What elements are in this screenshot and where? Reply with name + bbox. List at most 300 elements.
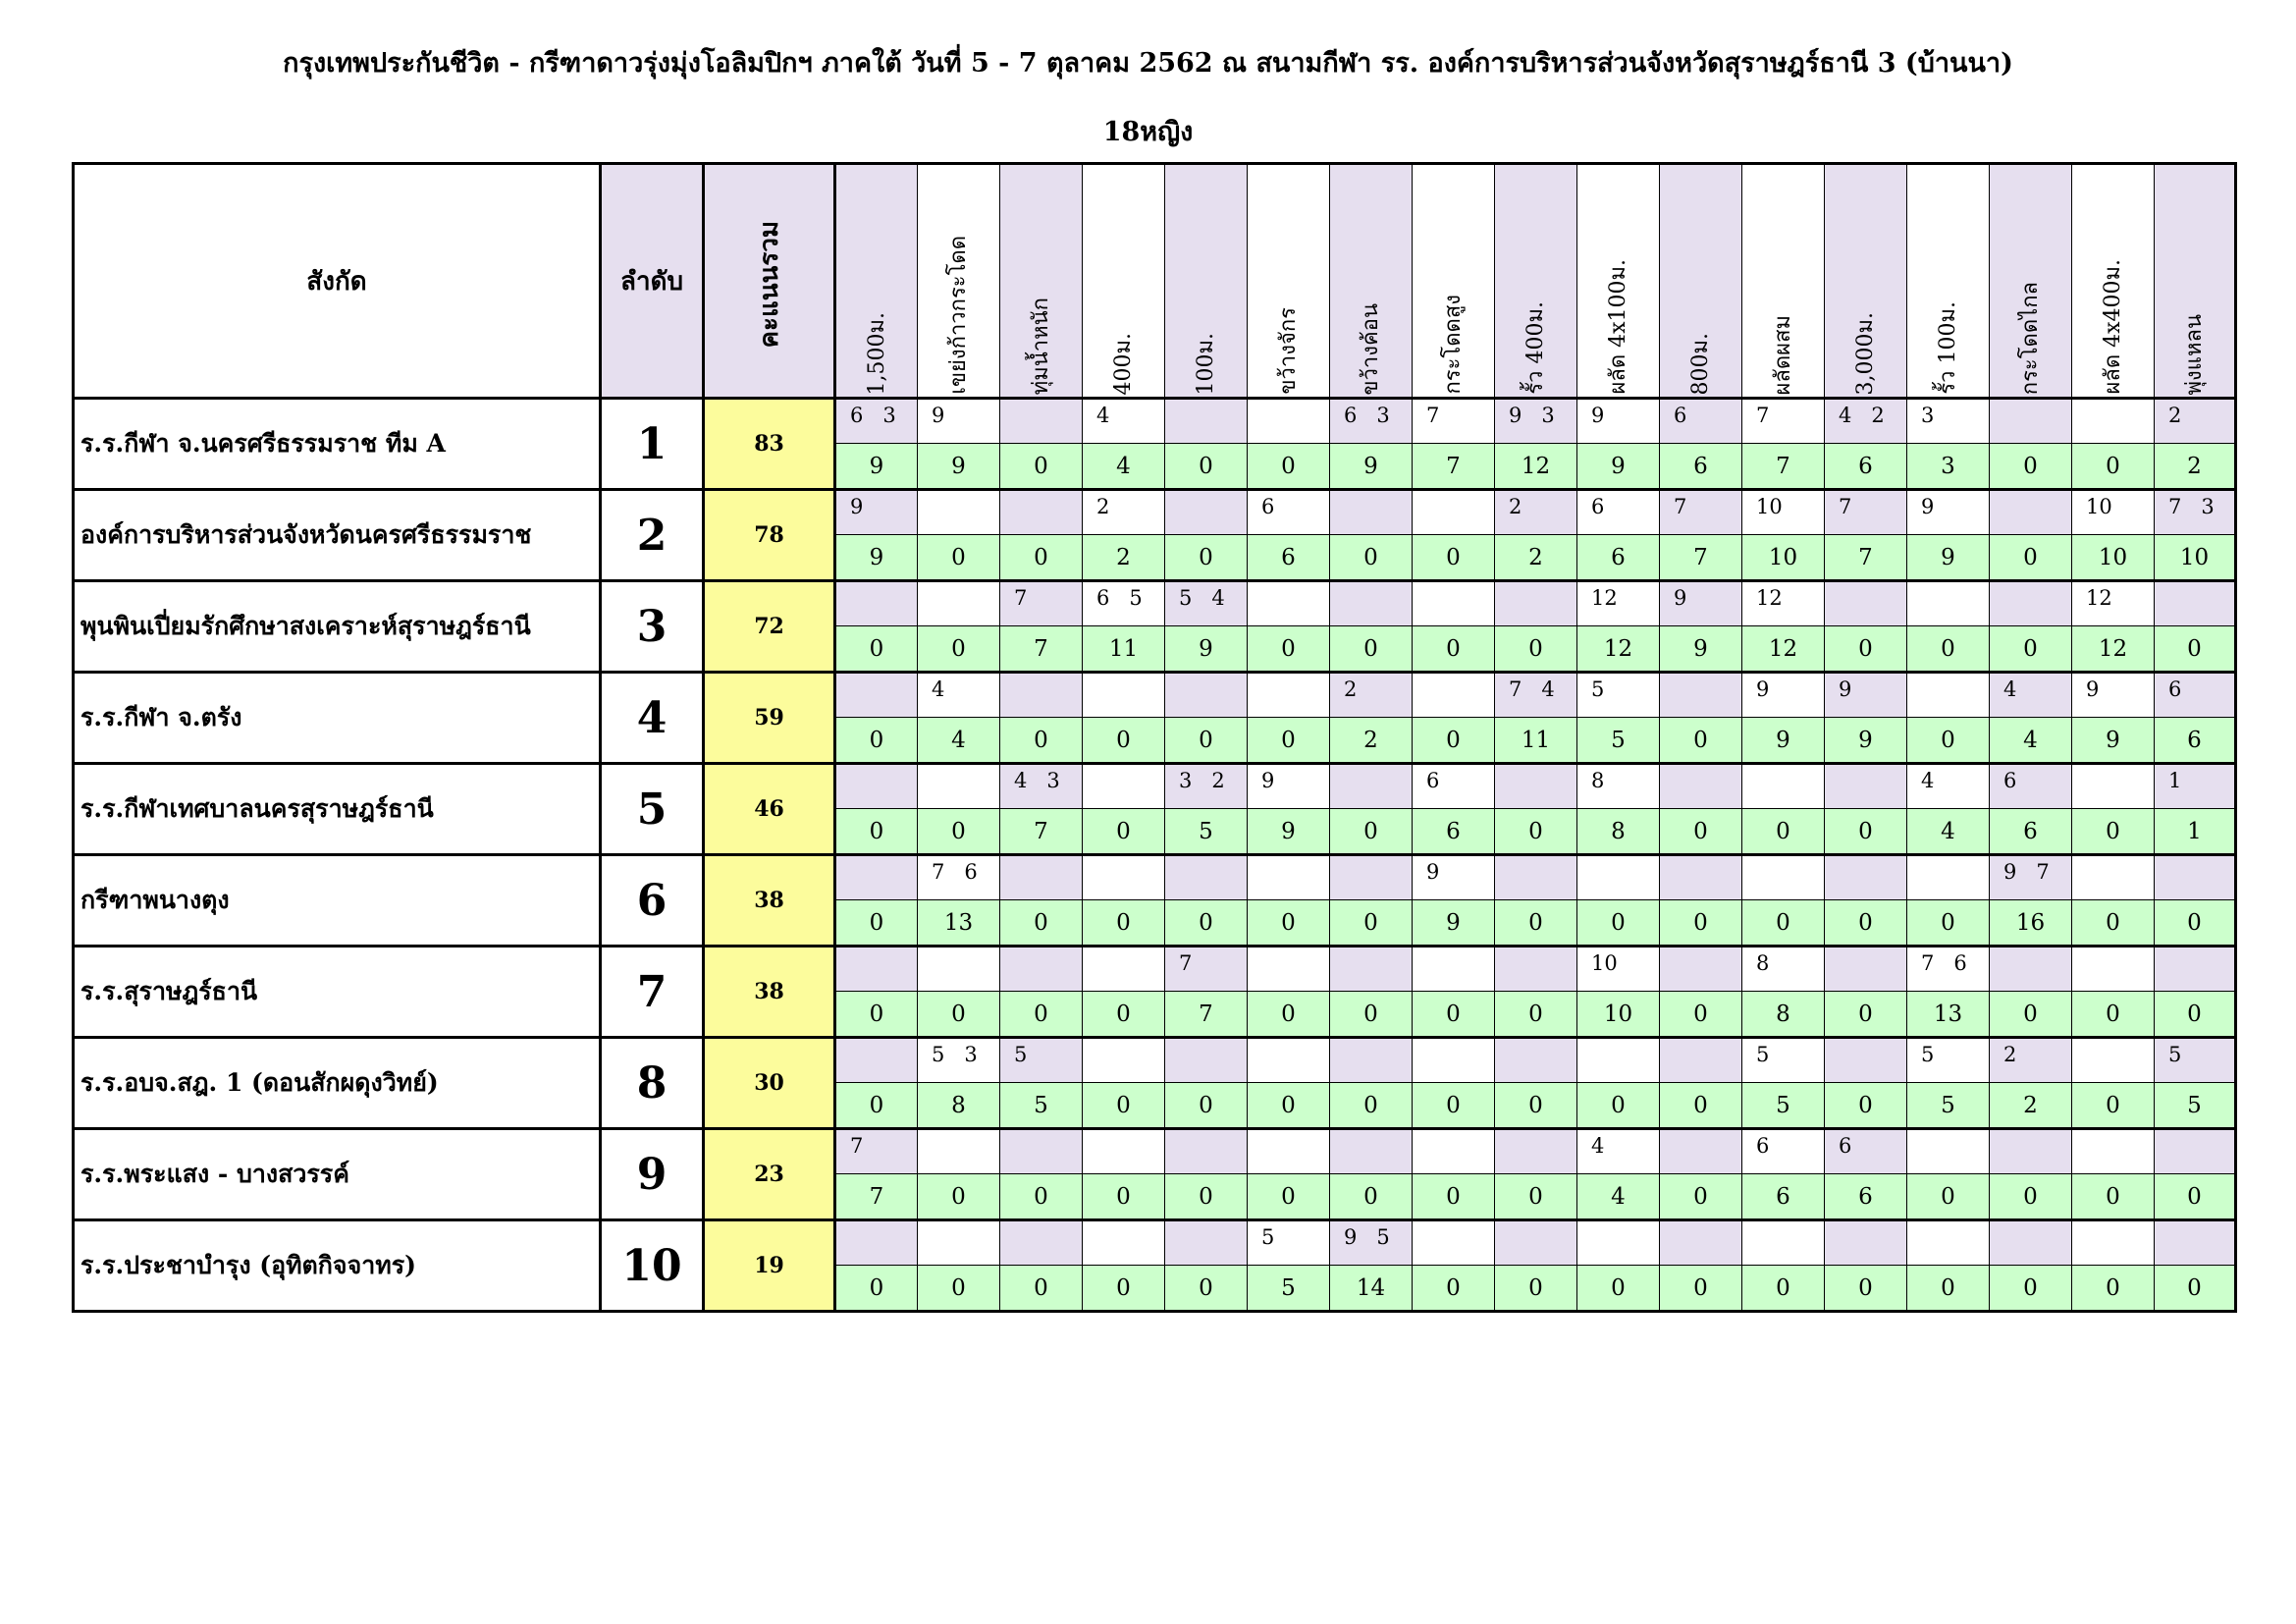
place-cell <box>1660 855 1742 900</box>
score-cell: 8 <box>918 1083 1000 1129</box>
rank-column-header: ลำดับ <box>601 164 704 399</box>
score-cell: 5 <box>1248 1266 1330 1312</box>
place-cell <box>1330 947 1413 992</box>
place-cell <box>1907 673 1990 718</box>
event-column-header <box>1248 164 1330 399</box>
score-cell: 0 <box>1495 900 1577 947</box>
score-cell: 7 <box>1165 992 1248 1038</box>
place-cell: 6 5 <box>1083 581 1165 626</box>
place-cell: 7 <box>1413 399 1495 444</box>
place-cell <box>1495 1220 1577 1266</box>
place-cell <box>1413 1038 1495 1083</box>
score-cell: 0 <box>1825 1266 1907 1312</box>
score-cell: 0 <box>1330 900 1413 947</box>
score-cell: 0 <box>1248 444 1330 490</box>
place-cell: 6 <box>1990 764 2072 809</box>
place-cell <box>1248 399 1330 444</box>
score-cell: 0 <box>1083 1083 1165 1129</box>
rank-value: 5 <box>601 764 704 855</box>
place-cell <box>1907 1220 1990 1266</box>
place-cell: 7 4 <box>1495 673 1577 718</box>
score-cell: 0 <box>835 1266 918 1312</box>
score-cell: 0 <box>1990 535 2072 581</box>
place-cell: 10 <box>2072 490 2155 535</box>
score-cell: 0 <box>1660 992 1742 1038</box>
event-column-header <box>1825 164 1907 399</box>
place-cell <box>2072 855 2155 900</box>
place-cell: 3 2 <box>1165 764 1248 809</box>
score-cell: 0 <box>1495 1266 1577 1312</box>
score-cell: 9 <box>1413 900 1495 947</box>
score-cell: 0 <box>1413 718 1495 764</box>
place-cell <box>1413 581 1495 626</box>
score-cell: 7 <box>1742 444 1825 490</box>
score-cell: 2 <box>1990 1083 2072 1129</box>
place-cell: 9 <box>1577 399 1660 444</box>
place-cell: 9 <box>1825 673 1907 718</box>
score-cell: 0 <box>1330 992 1413 1038</box>
place-cell <box>1165 673 1248 718</box>
score-cell: 0 <box>1248 992 1330 1038</box>
score-cell: 4 <box>918 718 1000 764</box>
place-cell: 8 <box>1577 764 1660 809</box>
place-cell <box>1000 673 1083 718</box>
place-cell <box>1577 1220 1660 1266</box>
place-cell: 7 <box>1660 490 1742 535</box>
score-cell: 12 <box>1495 444 1577 490</box>
score-cell: 0 <box>2155 1266 2236 1312</box>
total-score: 72 <box>704 581 835 673</box>
place-cell <box>1083 1129 1165 1174</box>
team-name: ร.ร.ประชาบำรุง (อุทิตกิจจาทร) <box>74 1220 601 1312</box>
event-column-label: กระโดดสูง <box>1441 295 1466 395</box>
team-name: พุนพินเปี่ยมรักศึกษาสงเคราะห์สุราษฎร์ธานี <box>74 581 601 673</box>
score-cell: 0 <box>1660 900 1742 947</box>
team-name: ร.ร.พระแสง - บางสวรรค์ <box>74 1129 601 1220</box>
place-cell: 7 <box>835 1129 918 1174</box>
place-cell <box>1660 1220 1742 1266</box>
place-cell <box>1165 490 1248 535</box>
place-cell: 4 <box>1907 764 1990 809</box>
score-cell: 0 <box>1413 535 1495 581</box>
place-cell <box>835 1038 918 1083</box>
place-cell <box>1083 947 1165 992</box>
score-cell: 5 <box>1907 1083 1990 1129</box>
team-name: กรีฑาพนางตุง <box>74 855 601 947</box>
event-column-label: ขว้างจักร <box>1276 307 1301 395</box>
score-cell: 0 <box>1495 626 1577 673</box>
score-cell: 0 <box>2072 1174 2155 1220</box>
score-cell: 0 <box>1000 1174 1083 1220</box>
score-cell: 0 <box>1330 626 1413 673</box>
total-score: 83 <box>704 399 835 490</box>
score-cell: 0 <box>1083 718 1165 764</box>
place-cell: 4 2 <box>1825 399 1907 444</box>
event-column-label: กระโดดไกล <box>2018 281 2043 395</box>
score-cell: 6 <box>1742 1174 1825 1220</box>
place-cell: 5 <box>1907 1038 1990 1083</box>
place-cell: 6 3 <box>1330 399 1413 444</box>
place-cell <box>2072 1038 2155 1083</box>
place-cell: 7 6 <box>1907 947 1990 992</box>
event-column-header <box>1495 164 1577 399</box>
score-cell: 0 <box>1577 1266 1660 1312</box>
score-cell: 7 <box>1660 535 1742 581</box>
team-name: ร.ร.กีฬา จ.นครศรีธรรมราช ทีม A <box>74 399 601 490</box>
event-column-header <box>1000 164 1083 399</box>
place-cell <box>1660 673 1742 718</box>
place-cell <box>1083 1038 1165 1083</box>
score-cell: 0 <box>1990 992 2072 1038</box>
score-cell: 5 <box>1577 718 1660 764</box>
place-cell <box>1000 490 1083 535</box>
place-cell <box>1495 947 1577 992</box>
score-cell: 0 <box>1083 1266 1165 1312</box>
place-cell: 4 <box>1577 1129 1660 1174</box>
score-cell: 0 <box>1413 626 1495 673</box>
score-cell: 0 <box>1000 444 1083 490</box>
place-cell: 3 <box>1907 399 1990 444</box>
score-cell: 0 <box>1825 900 1907 947</box>
place-cell <box>1413 947 1495 992</box>
rank-value: 6 <box>601 855 704 947</box>
place-cell: 5 <box>1000 1038 1083 1083</box>
event-column-header <box>1907 164 1990 399</box>
place-cell <box>1165 1038 1248 1083</box>
place-cell: 4 3 <box>1000 764 1083 809</box>
place-cell <box>835 855 918 900</box>
place-cell <box>2155 947 2236 992</box>
score-cell: 6 <box>1660 444 1742 490</box>
score-cell: 0 <box>1248 1083 1330 1129</box>
place-cell: 7 <box>1825 490 1907 535</box>
score-cell: 0 <box>1990 1174 2072 1220</box>
score-cell: 11 <box>1495 718 1577 764</box>
place-cell <box>1000 855 1083 900</box>
rank-value: 8 <box>601 1038 704 1129</box>
place-cell <box>1825 947 1907 992</box>
score-cell: 0 <box>1165 900 1248 947</box>
place-cell <box>1990 399 2072 444</box>
total-score: 30 <box>704 1038 835 1129</box>
place-cell: 7 <box>1165 947 1248 992</box>
place-cell: 10 <box>1742 490 1825 535</box>
place-cell <box>1083 764 1165 809</box>
score-cell: 10 <box>2072 535 2155 581</box>
place-cell <box>1990 1129 2072 1174</box>
page-title: กรุงเทพประกันชีวิต - กรีฑาดาวรุ่งมุ่งโอลิมปิกฯ ภาคใต้ วันที่ 5 - 7 ตุลาคม 2562 ณ สนามกีฬา รร. องค์การบริหารส่วนจังหวัดสุราษฎร์ธานี 3 (บ้านนา) <box>283 48 2013 79</box>
score-cell: 0 <box>1083 992 1165 1038</box>
score-cell: 0 <box>1165 1266 1248 1312</box>
rank-value: 2 <box>601 490 704 581</box>
place-cell: 6 <box>1742 1129 1825 1174</box>
score-cell: 12 <box>1742 626 1825 673</box>
score-cell: 0 <box>1165 1174 1248 1220</box>
total-score: 38 <box>704 855 835 947</box>
place-cell <box>1165 399 1248 444</box>
score-cell: 4 <box>1083 444 1165 490</box>
event-column-header <box>1413 164 1495 399</box>
score-cell: 12 <box>2072 626 2155 673</box>
place-cell <box>1330 1038 1413 1083</box>
score-cell: 0 <box>835 626 918 673</box>
score-cell: 0 <box>835 1083 918 1129</box>
place-cell <box>1248 581 1330 626</box>
place-cell <box>1577 855 1660 900</box>
score-cell: 0 <box>1248 718 1330 764</box>
score-cell: 0 <box>2072 809 2155 855</box>
score-cell: 0 <box>1413 1266 1495 1312</box>
place-cell <box>2072 1220 2155 1266</box>
score-cell: 0 <box>1495 1174 1577 1220</box>
table-row <box>74 947 2236 992</box>
score-cell: 0 <box>2155 1174 2236 1220</box>
score-cell: 9 <box>1660 626 1742 673</box>
place-cell <box>1083 855 1165 900</box>
place-cell <box>1660 1038 1742 1083</box>
place-cell: 12 <box>1577 581 1660 626</box>
place-cell: 6 <box>1825 1129 1907 1174</box>
place-cell: 12 <box>1742 581 1825 626</box>
place-cell <box>1825 581 1907 626</box>
score-cell: 14 <box>1330 1266 1413 1312</box>
score-cell: 0 <box>2072 900 2155 947</box>
place-cell: 9 3 <box>1495 399 1577 444</box>
score-cell: 0 <box>918 992 1000 1038</box>
rank-value: 1 <box>601 399 704 490</box>
score-cell: 6 <box>1825 444 1907 490</box>
place-cell <box>918 1220 1000 1266</box>
place-cell: 12 <box>2072 581 2155 626</box>
place-cell <box>1990 581 2072 626</box>
place-cell <box>1000 1129 1083 1174</box>
place-cell: 2 <box>1990 1038 2072 1083</box>
place-cell <box>835 947 918 992</box>
score-cell: 0 <box>1660 809 1742 855</box>
place-cell <box>2072 399 2155 444</box>
event-column-label: พุ่งแหลน <box>2182 313 2207 395</box>
score-cell: 0 <box>2155 900 2236 947</box>
place-cell <box>1990 947 2072 992</box>
team-name: องค์การบริหารส่วนจังหวัดนครศรีธรรมราช <box>74 490 601 581</box>
score-cell: 5 <box>1000 1083 1083 1129</box>
event-column-label: เขย่งก้าวกระโดด <box>946 236 971 395</box>
score-cell: 7 <box>1000 626 1083 673</box>
score-cell: 7 <box>1413 444 1495 490</box>
place-cell <box>835 581 918 626</box>
score-cell: 0 <box>1165 535 1248 581</box>
score-cell: 0 <box>918 626 1000 673</box>
table-row <box>74 764 2236 809</box>
place-cell: 9 7 <box>1990 855 2072 900</box>
place-cell <box>2155 1129 2236 1174</box>
score-cell: 0 <box>1907 900 1990 947</box>
place-cell <box>1495 1129 1577 1174</box>
place-cell <box>1248 947 1330 992</box>
place-cell: 9 5 <box>1330 1220 1413 1266</box>
event-column-header <box>918 164 1000 399</box>
score-cell: 9 <box>1165 626 1248 673</box>
score-cell: 9 <box>835 535 918 581</box>
team-name: ร.ร.กีฬา จ.ตรัง <box>74 673 601 764</box>
place-cell <box>2155 581 2236 626</box>
place-cell <box>918 1129 1000 1174</box>
score-cell: 0 <box>1660 1083 1742 1129</box>
score-cell: 0 <box>1825 992 1907 1038</box>
score-cell: 2 <box>1083 535 1165 581</box>
place-cell <box>835 764 918 809</box>
score-cell: 0 <box>1000 535 1083 581</box>
event-column-header <box>1742 164 1825 399</box>
total-column-label: คะแนนรวม <box>755 221 784 349</box>
score-cell: 0 <box>1248 1174 1330 1220</box>
score-cell: 0 <box>1000 718 1083 764</box>
place-cell <box>1907 855 1990 900</box>
score-cell: 0 <box>1165 444 1248 490</box>
event-column-label: 400ม. <box>1111 332 1136 395</box>
total-score: 46 <box>704 764 835 855</box>
score-cell: 0 <box>1907 1266 1990 1312</box>
table-row <box>74 490 2236 535</box>
total-column-header <box>704 164 835 399</box>
place-cell <box>1248 855 1330 900</box>
event-column-header <box>835 164 918 399</box>
rank-value: 3 <box>601 581 704 673</box>
score-cell: 13 <box>918 900 1000 947</box>
table-row <box>74 399 2236 444</box>
score-cell: 0 <box>835 992 918 1038</box>
score-cell: 0 <box>1000 1266 1083 1312</box>
score-cell: 8 <box>1742 992 1825 1038</box>
event-column-label: 100ม. <box>1194 332 1218 395</box>
score-cell: 0 <box>918 809 1000 855</box>
place-cell <box>2072 947 2155 992</box>
score-cell: 0 <box>2155 626 2236 673</box>
place-cell <box>1165 855 1248 900</box>
score-cell: 0 <box>918 1174 1000 1220</box>
results-table <box>72 162 2237 1313</box>
score-cell: 7 <box>1000 809 1083 855</box>
score-cell: 9 <box>1330 444 1413 490</box>
place-cell <box>1825 764 1907 809</box>
score-cell: 9 <box>835 444 918 490</box>
total-score: 19 <box>704 1220 835 1312</box>
score-cell: 0 <box>1907 718 1990 764</box>
team-name: ร.ร.กีฬาเทศบาลนครสุราษฎร์ธานี <box>74 764 601 855</box>
place-cell: 9 <box>1742 673 1825 718</box>
score-cell: 11 <box>1083 626 1165 673</box>
rank-value: 4 <box>601 673 704 764</box>
place-cell: 9 <box>1413 855 1495 900</box>
rank-value: 7 <box>601 947 704 1038</box>
table-row <box>74 1220 2236 1266</box>
place-cell: 9 <box>835 490 918 535</box>
place-cell <box>1413 1129 1495 1174</box>
event-column-header <box>1660 164 1742 399</box>
place-cell <box>2155 855 2236 900</box>
score-cell: 0 <box>1660 1174 1742 1220</box>
event-column-header <box>2155 164 2236 399</box>
team-name: ร.ร.อบจ.สฎ. 1 (ดอนสักผดุงวิทย์) <box>74 1038 601 1129</box>
place-cell <box>1413 490 1495 535</box>
total-score: 38 <box>704 947 835 1038</box>
score-cell: 0 <box>1660 718 1742 764</box>
place-cell: 2 <box>1495 490 1577 535</box>
score-cell: 0 <box>1742 1266 1825 1312</box>
place-cell: 9 <box>1907 490 1990 535</box>
event-column-label: ขว้างค้อน <box>1359 302 1383 395</box>
score-cell: 0 <box>918 1266 1000 1312</box>
place-cell: 4 <box>918 673 1000 718</box>
place-cell <box>918 490 1000 535</box>
place-cell <box>1660 764 1742 809</box>
score-cell: 9 <box>1907 535 1990 581</box>
place-cell <box>2155 1220 2236 1266</box>
place-cell <box>2072 1129 2155 1174</box>
place-cell: 2 <box>1083 490 1165 535</box>
score-cell: 9 <box>1577 444 1660 490</box>
score-cell: 13 <box>1907 992 1990 1038</box>
place-cell <box>1165 1220 1248 1266</box>
place-cell: 1 <box>2155 764 2236 809</box>
score-cell: 0 <box>1577 900 1660 947</box>
score-cell: 10 <box>1577 992 1660 1038</box>
score-cell: 0 <box>1990 444 2072 490</box>
score-cell: 0 <box>2155 992 2236 1038</box>
place-cell <box>1330 855 1413 900</box>
score-cell: 0 <box>1083 1174 1165 1220</box>
place-cell: 5 3 <box>918 1038 1000 1083</box>
place-cell: 9 <box>1660 581 1742 626</box>
place-cell <box>2072 764 2155 809</box>
table-row <box>74 1129 2236 1174</box>
score-cell: 0 <box>1083 900 1165 947</box>
page-subtitle: 18หญิง <box>1102 117 1194 147</box>
place-cell <box>1907 581 1990 626</box>
place-cell <box>1083 1220 1165 1266</box>
score-cell: 2 <box>2155 444 2236 490</box>
score-cell: 4 <box>1577 1174 1660 1220</box>
event-column-header <box>1577 164 1660 399</box>
event-column-header <box>2072 164 2155 399</box>
score-cell: 2 <box>1495 535 1577 581</box>
score-cell: 0 <box>835 718 918 764</box>
place-cell: 7 3 <box>2155 490 2236 535</box>
place-cell: 7 6 <box>918 855 1000 900</box>
place-cell <box>1990 490 2072 535</box>
score-cell: 0 <box>1825 1083 1907 1129</box>
event-column-header <box>1165 164 1248 399</box>
event-column-label: รั้ว 100ม. <box>1936 301 1960 395</box>
score-cell: 0 <box>1742 809 1825 855</box>
place-cell <box>1660 1129 1742 1174</box>
place-cell <box>1660 947 1742 992</box>
score-cell: 0 <box>1000 992 1083 1038</box>
total-score: 59 <box>704 673 835 764</box>
event-column-label: ผลัดผสม <box>1771 314 1795 395</box>
place-cell: 4 <box>1083 399 1165 444</box>
place-cell <box>1000 947 1083 992</box>
place-cell <box>1495 764 1577 809</box>
score-cell: 9 <box>2072 718 2155 764</box>
score-cell: 0 <box>1413 992 1495 1038</box>
place-cell: 6 <box>1660 399 1742 444</box>
place-cell: 5 4 <box>1165 581 1248 626</box>
place-cell <box>1742 764 1825 809</box>
place-cell <box>1413 1220 1495 1266</box>
place-cell: 5 <box>1577 673 1660 718</box>
score-cell: 16 <box>1990 900 2072 947</box>
